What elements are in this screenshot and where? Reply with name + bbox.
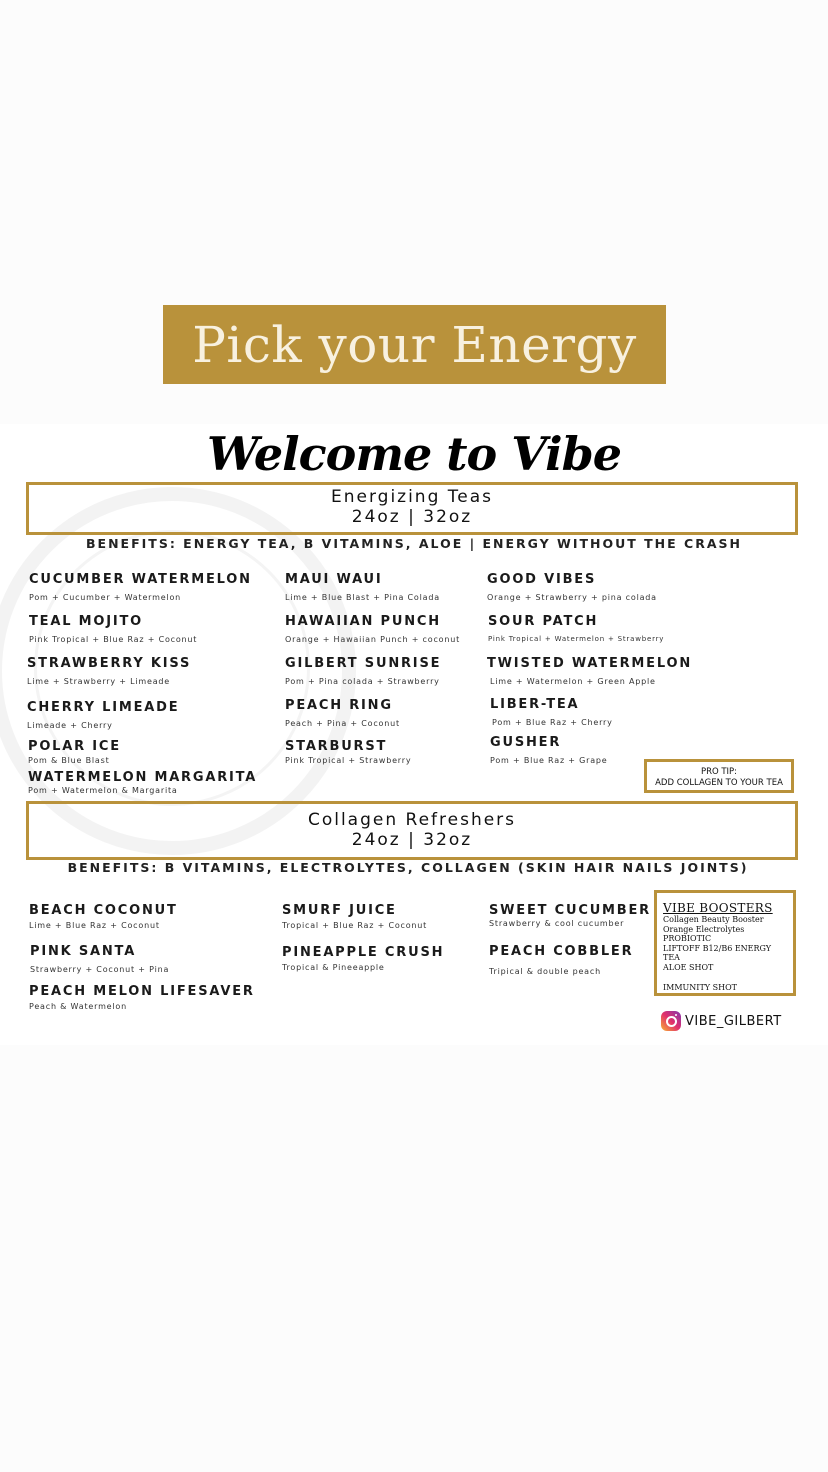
- instagram-handle[interactable]: [661, 1011, 782, 1031]
- booster-item: Collagen Beauty Booster: [663, 915, 764, 924]
- menu-item: BEACH COCONUT Lime + Blue Raz + Coconut: [29, 903, 178, 930]
- booster-item: PROBIOTIC: [663, 934, 712, 944]
- menu-item: PEACH RING Peach + Pina + Coconut: [285, 698, 400, 728]
- menu-item: POLAR ICE Pom & Blue Blast: [28, 739, 121, 765]
- booster-item: LIFTOFF B12/B6 ENERGY: [663, 943, 772, 953]
- menu-item: HAWAIIAN PUNCH Orange + Hawaiian Punch + coconut: [285, 614, 461, 644]
- collagen-sizes: 24oz | 32oz: [351, 830, 473, 850]
- menu-item: SMURF JUICE Tropical + Blue Raz + Coconut: [282, 903, 428, 930]
- banner-text: Pick your Energy: [192, 315, 637, 374]
- menu-item: CHERRY LIMEADE Limeade + Cherry: [27, 700, 180, 730]
- boosters-title: VIBE BOOSTERS: [663, 901, 773, 915]
- teas-sizes: 24oz | 32oz: [351, 507, 473, 527]
- pro-tip-label: PRO TIP:: [700, 767, 738, 777]
- booster-item: Orange Electrolytes: [663, 924, 745, 934]
- menu-item: GUSHER Pom + Blue Raz + Grape: [490, 735, 608, 765]
- pick-energy-banner: [163, 305, 666, 384]
- menu-item: GILBERT SUNRISE Pom + Pina colada + Strawberry: [285, 656, 442, 686]
- vibe-boosters-box: [654, 890, 796, 996]
- instagram-icon: [661, 1011, 681, 1031]
- menu-item: PINK SANTA Strawberry + Coconut + Pina: [30, 944, 170, 974]
- menu-item: PEACH MELON LIFESAVER Peach & Watermelon: [29, 984, 255, 1011]
- menu-item: SWEET CUCUMBER Strawberry & cool cucumber: [489, 903, 651, 928]
- menu-item: SOUR PATCH Pink Tropical + Watermelon + Strawberry: [488, 614, 665, 643]
- menu-item: GOOD VIBES Orange + Strawberry + pina colada: [487, 572, 657, 602]
- pro-tip-text: ADD COLLAGEN TO YOUR TEA: [655, 778, 783, 788]
- menu-item: STRAWBERRY KISS Lime + Strawberry + Limeade: [27, 656, 192, 686]
- menu-item: CUCUMBER WATERMELON Pom + Cucumber + Watermelon: [29, 572, 252, 602]
- teas-header-box: [26, 482, 798, 535]
- welcome-title: Welcome to Vibe: [206, 427, 622, 481]
- collagen-benefits: BENEFITS: B VITAMINS, ELECTROLYTES, COLLAGEN (SKIN HAIR NAILS JOINTS): [67, 860, 749, 875]
- booster-item: IMMUNITY SHOT: [663, 982, 737, 992]
- collagen-header-box: [26, 801, 798, 860]
- menu-item: PEACH COBBLER Tripical & double peach: [489, 944, 634, 976]
- menu-item: MAUI WAUI Lime + Blue Blast + Pina Colada: [285, 572, 440, 602]
- booster-item: ALOE SHOT: [663, 962, 714, 972]
- menu-item: WATERMELON MARGARITA Pom + Watermelon & Margarita: [28, 770, 258, 795]
- collagen-title: Collagen Refreshers: [307, 810, 517, 830]
- pro-tip-box: [644, 759, 794, 793]
- menu-item: TWISTED WATERMELON Lime + Watermelon + Green Apple: [487, 656, 693, 686]
- menu-item: TEAL MOJITO Pink Tropical + Blue Raz + Coconut: [29, 614, 198, 644]
- menu-item: LIBER-TEA Pom + Blue Raz + Cherry: [490, 697, 613, 727]
- instagram-handle-text: VIBE_GILBERT: [685, 1013, 782, 1029]
- teas-title: Energizing Teas: [330, 487, 494, 507]
- menu-item: PINEAPPLE CRUSH Tropical & Pineeapple: [282, 945, 445, 972]
- booster-item: TEA: [663, 953, 680, 963]
- teas-benefits: BENEFITS: ENERGY TEA, B VITAMINS, ALOE | ENERGY WITHOUT THE CRASH: [86, 536, 742, 551]
- menu-item: STARBURST Pink Tropical + Strawberry: [285, 739, 412, 765]
- menu-board: [0, 424, 828, 1045]
